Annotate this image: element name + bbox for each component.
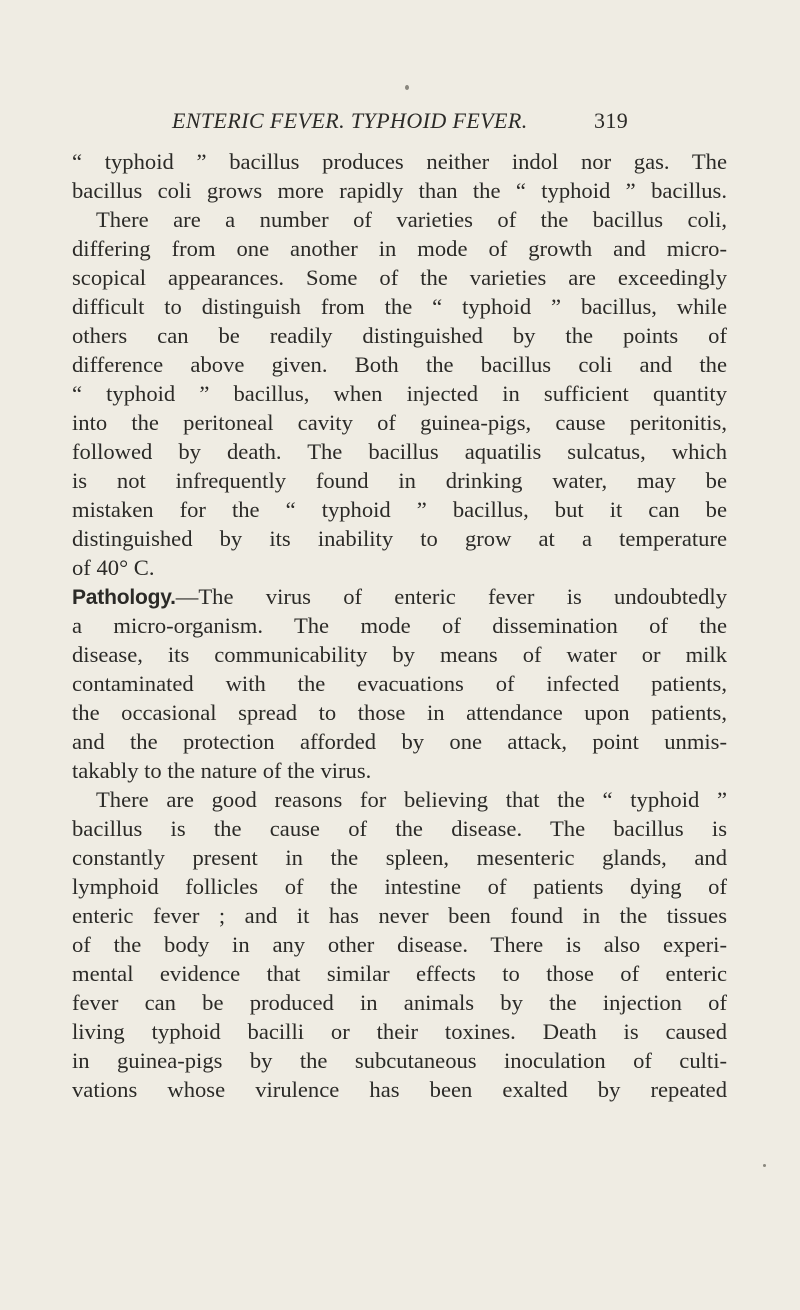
ink-speck xyxy=(763,1164,766,1167)
running-head xyxy=(172,108,632,142)
text-line: of the body in any other disease. There is also experi- xyxy=(72,932,727,957)
section-line xyxy=(72,582,727,612)
text-line: differing from one another in mode of growth and micro- xyxy=(72,236,727,261)
text-line: vations whose virulence has been exalted by repeated xyxy=(72,1077,727,1102)
text-line: fever can be produced in animals by the injection of xyxy=(72,990,727,1015)
section-line-text: —The virus of enteric fever is undoubtedly xyxy=(175,584,727,609)
page-number: 319 xyxy=(594,108,629,133)
text-line: in guinea-pigs by the subcutaneous inoculation of culti- xyxy=(72,1048,727,1073)
text-line: of 40° C. xyxy=(72,555,155,580)
text-line: bacillus is the cause of the disease. The bacillus is xyxy=(72,816,727,841)
ink-speck xyxy=(405,85,409,90)
running-title: ENTERIC FEVER. TYPHOID FEVER. xyxy=(172,108,528,133)
text-line: lymphoid follicles of the intestine of patients dying of xyxy=(72,874,727,899)
text-line: mental evidence that similar effects to those of enteric xyxy=(72,961,727,986)
paragraph-start-line: There are good reasons for believing that the “ typhoid ” xyxy=(96,787,727,812)
text-line: the occasional spread to those in attendance upon patients, xyxy=(72,700,727,725)
text-line: “ typhoid ” bacillus, when injected in sufficient quantity xyxy=(72,381,727,406)
text-line: living typhoid bacilli or their toxines. Death is caused xyxy=(72,1019,727,1044)
text-line: a micro-organism. The mode of dissemination of the xyxy=(72,613,727,638)
text-line: enteric fever ; and it has never been found in the tissues xyxy=(72,903,727,928)
text-line: “ typhoid ” bacillus produces neither indol nor gas. The xyxy=(72,149,727,174)
text-line: bacillus coli grows more rapidly than the “ typhoid ” bacillus. xyxy=(72,178,727,203)
section-heading: Pathology. xyxy=(72,586,176,609)
text-line: and the protection afforded by one attack, point unmis- xyxy=(72,729,727,754)
text-line: difficult to distinguish from the “ typhoid ” bacillus, while xyxy=(72,294,727,319)
text-line: distinguished by its inability to grow at a temperature xyxy=(72,526,727,551)
text-line: mistaken for the “ typhoid ” bacillus, but it can be xyxy=(72,497,727,522)
text-line: is not infrequently found in drinking water, may be xyxy=(72,468,727,493)
text-line: takably to the nature of the virus. xyxy=(72,758,372,783)
text-line: constantly present in the spleen, mesenteric glands, and xyxy=(72,845,727,870)
text-line: contaminated with the evacuations of infected patients, xyxy=(72,671,727,696)
text-line: into the peritoneal cavity of guinea-pigs, cause peritonitis, xyxy=(72,410,727,435)
text-line: scopical appearances. Some of the varieties are exceedingly xyxy=(72,265,727,290)
text-line: disease, its communicability by means of water or milk xyxy=(72,642,727,667)
text-line: others can be readily distinguished by the points of xyxy=(72,323,727,348)
text-line: difference above given. Both the bacillus coli and the xyxy=(72,352,727,377)
text-line: followed by death. The bacillus aquatilis sulcatus, which xyxy=(72,439,727,464)
paragraph-start-line: There are a number of varieties of the bacillus coli, xyxy=(96,207,727,232)
